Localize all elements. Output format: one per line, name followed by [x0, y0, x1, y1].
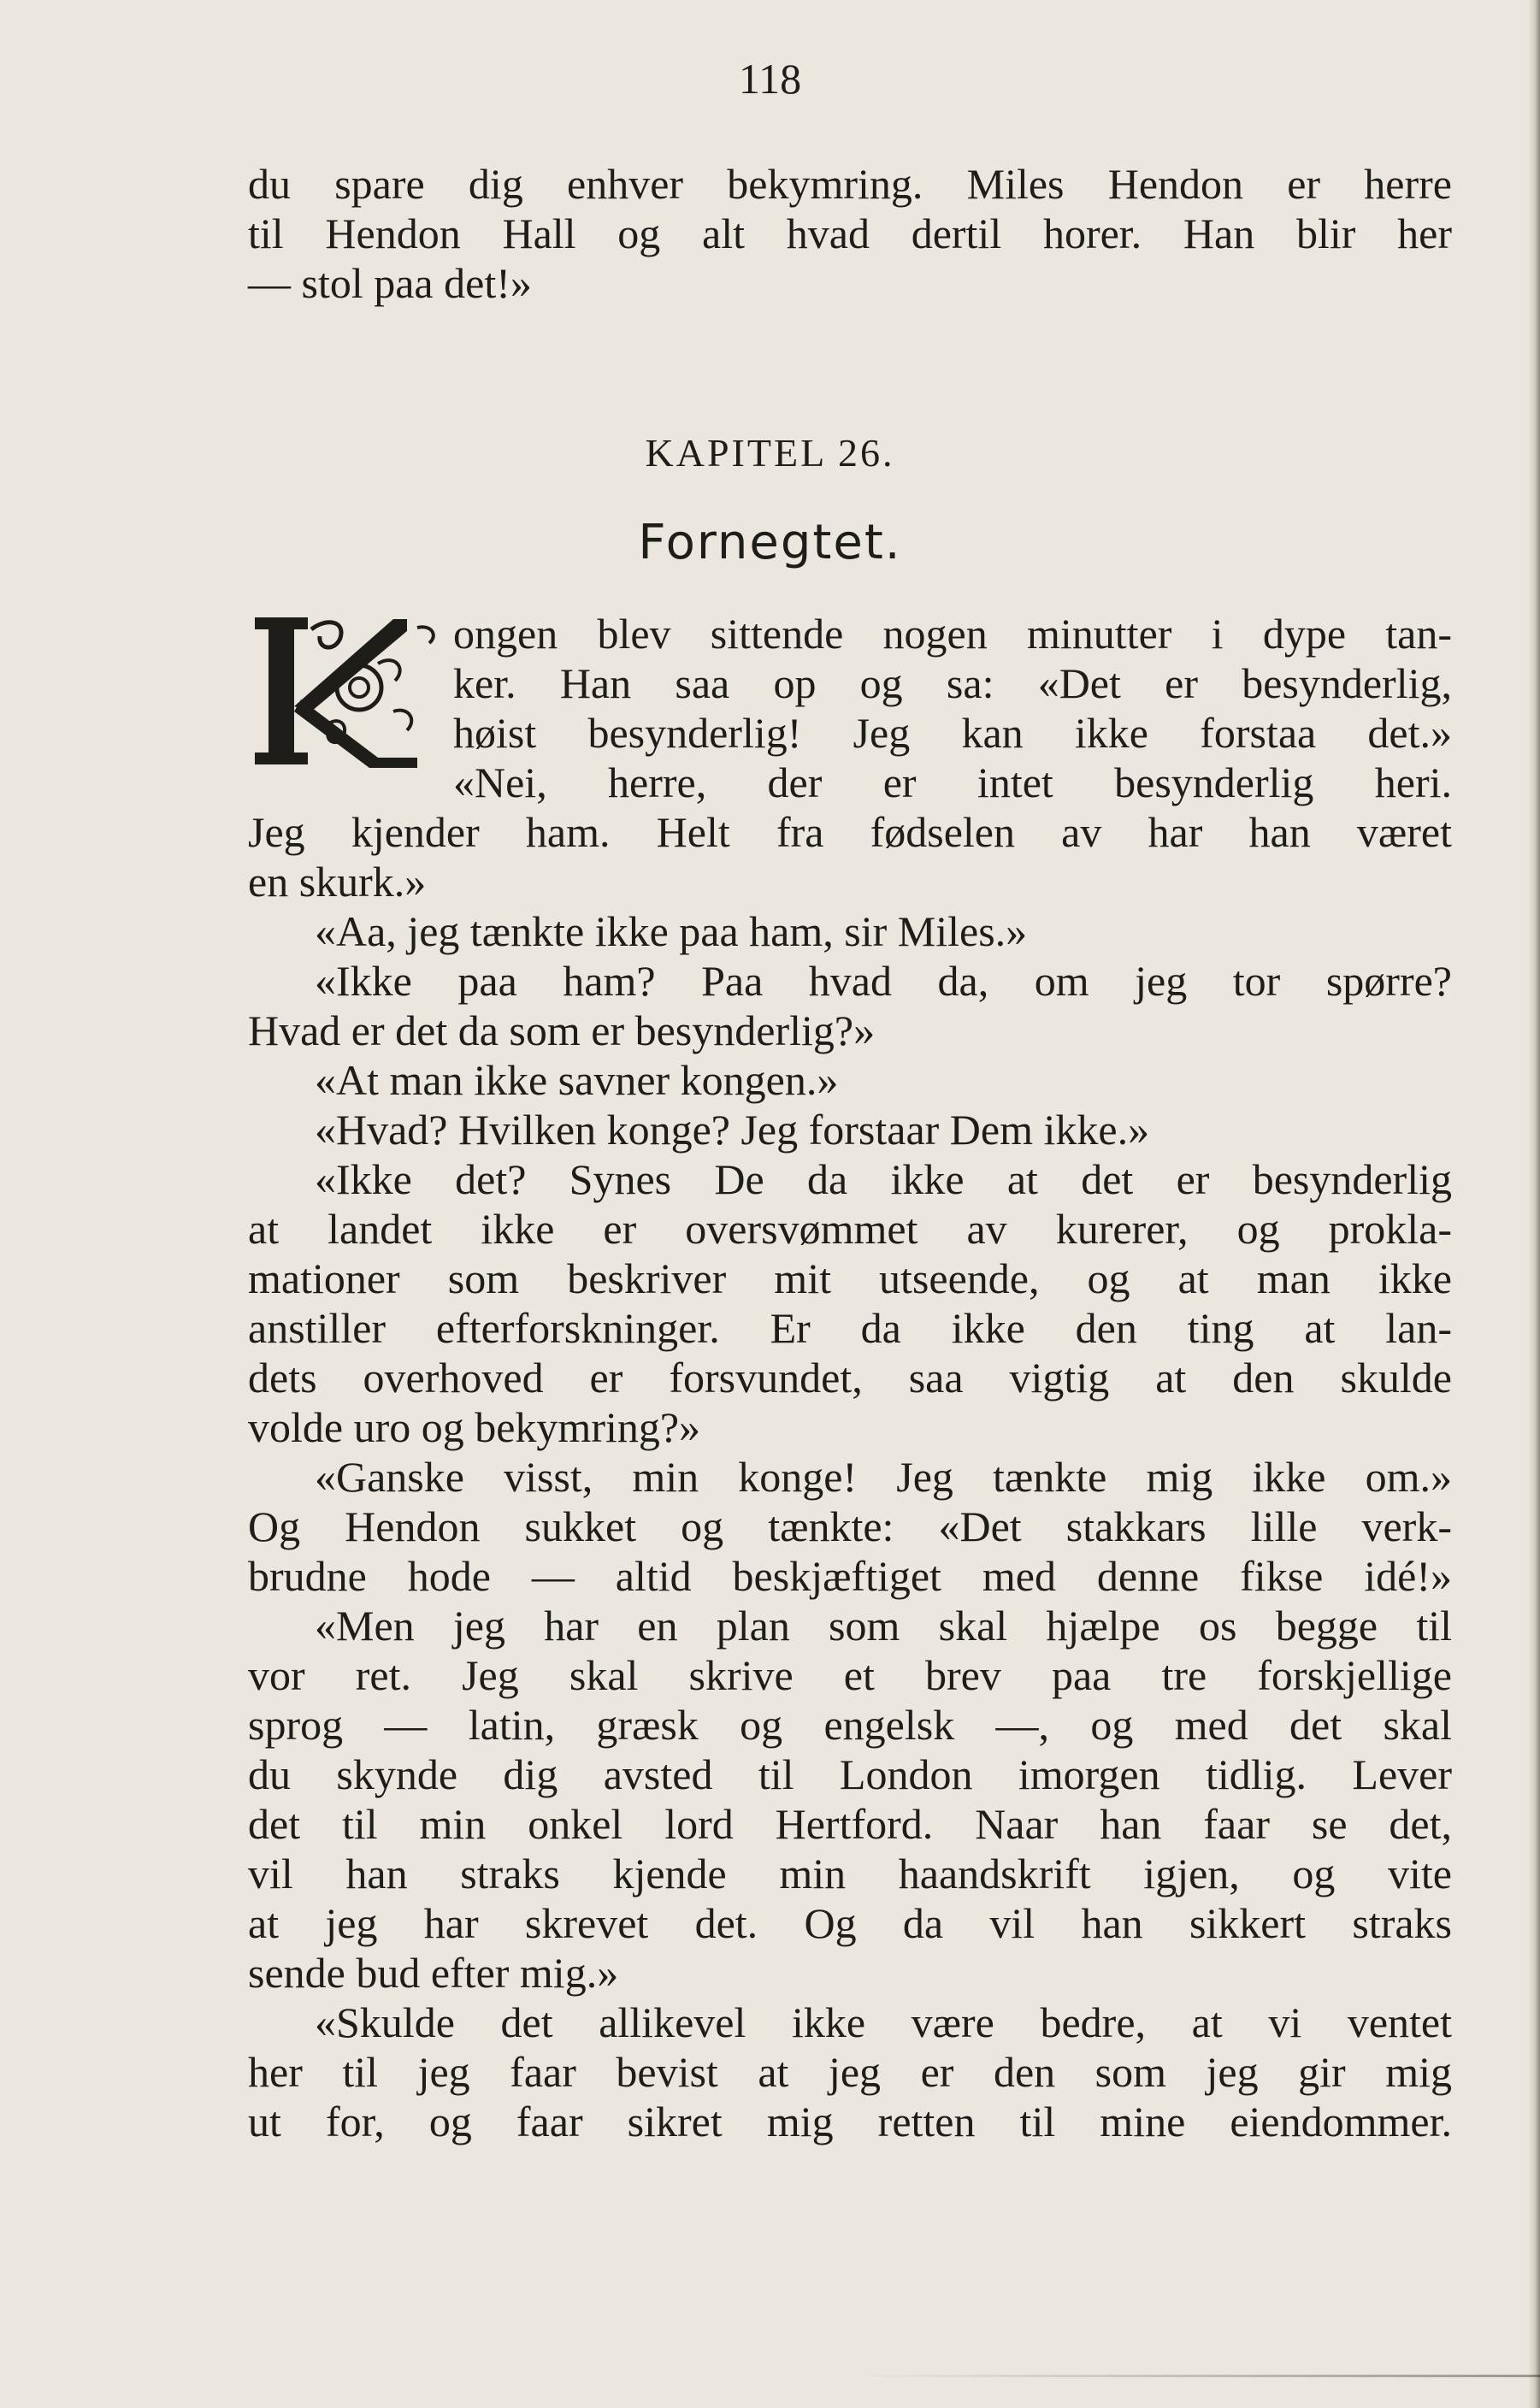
text-line: «At man ikke savner kongen.» — [315, 1056, 839, 1104]
text-line: en skurk.» — [248, 858, 427, 906]
text-line: «Hvad? Hvilken konge? Jeg forstaar Dem ikke.» — [315, 1106, 1150, 1154]
text-line: brudne hode — altid beskjæftiget med denne fikse idé!» — [248, 1552, 1452, 1600]
text-line: til Hendon Hall og alt hvad dertil horer. Han blir her — [248, 210, 1452, 257]
text-line: dets overhoved er forsvundet, saa vigtig at den skulde — [248, 1354, 1452, 1402]
text-line: volde uro og bekymring?» — [248, 1403, 701, 1451]
text-line: «Men jeg har en plan som skal hjælpe os begge til — [315, 1602, 1452, 1650]
text-line: du skynde dig avsted til London imorgen tidlig. Lever — [248, 1750, 1452, 1798]
text-line: vil han straks kjende min haandskrift igjen, og vite — [248, 1850, 1452, 1897]
text-line: høist besynderlig! Jeg kan ikke forstaa det.» — [453, 709, 1452, 757]
text-line: ongen blev sittende nogen minutter i dype tan- — [453, 610, 1452, 658]
chapter-label: KAPITEL 26. — [645, 431, 895, 475]
page-bottom-shadow — [855, 2375, 1540, 2377]
text-line: du spare dig enhver bekymring. Miles Hendon er herre — [248, 160, 1452, 208]
text-line: at jeg har skrevet det. Og da vil han sikkert straks — [248, 1899, 1452, 1947]
chapter-title: Fornegtet. — [638, 515, 902, 570]
text-line: vor ret. Jeg skal skrive et brev paa tre forskjellige — [248, 1651, 1452, 1699]
text-line: anstiller efterforskninger. Er da ikke den ting at lan- — [248, 1304, 1452, 1352]
text-line: Og Hendon sukket og tænkte: «Det stakkars lille verk- — [248, 1502, 1452, 1550]
text-line: her til jeg faar bevist at jeg er den som jeg gir mig — [248, 2048, 1452, 2096]
text-line: det til min onkel lord Hertford. Naar han faar se det, — [248, 1800, 1452, 1848]
decorative-drop-cap-k — [250, 611, 443, 773]
text-line: «Ikke det? Synes De da ikke at det er besynderlig — [315, 1155, 1452, 1203]
text-line: «Ikke paa ham? Paa hvad da, om jeg tor spørre? — [315, 957, 1452, 1005]
text-line: «Ganske visst, min konge! Jeg tænkte mig ikke om.» — [315, 1453, 1452, 1501]
page-number: 118 — [738, 55, 802, 103]
text-line: sprog — latin, græsk og engelsk —, og med det skal — [248, 1701, 1452, 1749]
page-edge-shadow — [1528, 0, 1540, 2408]
text-line: mationer som beskriver mit utseende, og at man ikke — [248, 1254, 1452, 1302]
ornament-k-icon — [250, 611, 443, 773]
text-line: ker. Han saa op og sa: «Det er besynderlig, — [453, 659, 1452, 707]
text-line: «Nei, herre, der er intet besynderlig heri. — [453, 758, 1452, 806]
text-line: «Skulde det allikevel ikke være bedre, at vi ventet — [315, 1998, 1452, 2046]
text-line: ut for, og faar sikret mig retten til mine eiendommer. — [248, 2098, 1452, 2145]
text-line: — stol paa det!» — [248, 259, 532, 307]
text-line: «Aa, jeg tænkte ikke paa ham, sir Miles.» — [315, 907, 1028, 955]
text-line: Jeg kjender ham. Helt fra fødselen av har han været — [248, 808, 1452, 856]
text-line: Hvad er det da som er besynderlig?» — [248, 1006, 876, 1054]
text-line: at landet ikke er oversvømmet av kurerer, og prokla- — [248, 1205, 1452, 1253]
text-line: sende bud efter mig.» — [248, 1949, 619, 1997]
